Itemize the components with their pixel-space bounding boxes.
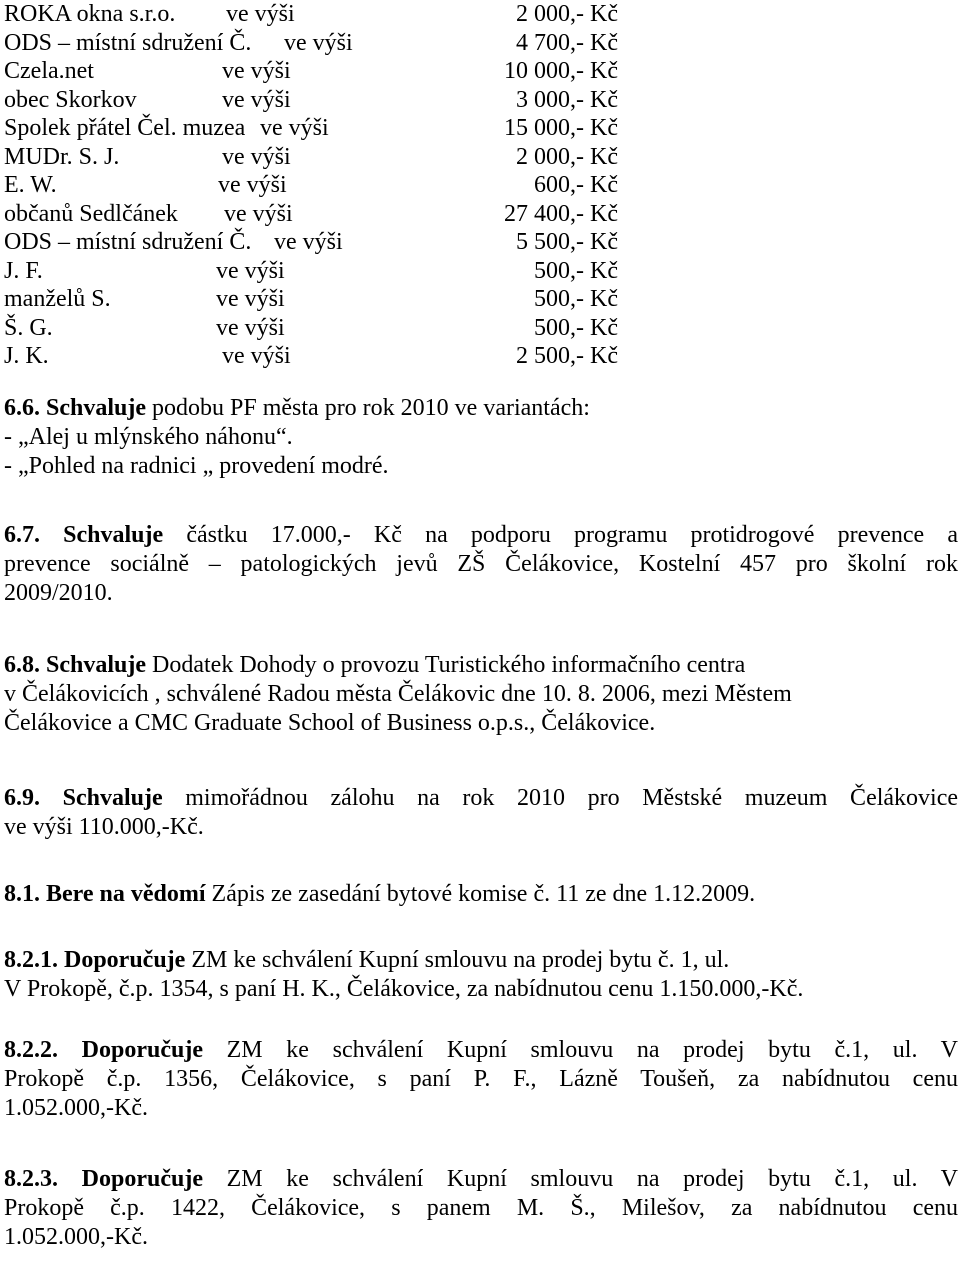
donation-prep: ve výši [222, 86, 291, 113]
donation-row [4, 228, 644, 257]
section-text: podobu PF města pro rok 2010 ve variantách: [146, 395, 590, 421]
donation-amount: 10 000,- Kč [504, 58, 618, 84]
donation-row [4, 114, 644, 143]
donation-amount: 4 700,- Kč [516, 29, 618, 56]
section-text: 2009/2010. [4, 580, 113, 606]
section-8-1 [4, 880, 958, 909]
section-verb: Schvaluje [63, 522, 164, 548]
section-verb: Schvaluje [62, 785, 163, 811]
section-text: Prokopě č.p. 1356, Čelákovice, s paní P. F., Lázně Toušeň, za nabídnutou cenu [4, 1066, 958, 1092]
section-text: Čelákovice a CMC Graduate School of Business o.p.s., Čelákovice. [4, 710, 656, 736]
section-text: ve výši 110.000,-Kč. [4, 814, 204, 840]
section-6-6 [4, 394, 958, 481]
donor-name: MUDr. S. J. [4, 143, 120, 170]
donation-list [4, 0, 644, 371]
donation-prep: ve výši [260, 115, 329, 141]
section-text: 1.052.000,-Kč. [4, 1224, 148, 1250]
section-6-9 [4, 784, 958, 842]
section-verb: Bere na vědomí [46, 881, 206, 907]
donor-name: občanů Sedlčánek [4, 200, 178, 227]
section-text: Prokopě č.p. 1422, Čelákovice, s panem M. Š., Milešov, za nabídnutou cenu [4, 1195, 958, 1221]
donation-prep: ve výši [218, 172, 287, 198]
section-verb: Schvaluje [46, 652, 147, 678]
donation-row [4, 57, 644, 86]
donation-amount: 500,- Kč [534, 257, 618, 284]
section-number: 6.6. [4, 395, 40, 421]
donation-amount: 600,- Kč [534, 172, 618, 198]
section-number: 8.2.2. [4, 1037, 58, 1063]
donation-amount: 15 000,- Kč [504, 115, 618, 141]
donation-prep: ve výši [222, 343, 291, 369]
section-text: 1.052.000,-Kč. [4, 1095, 148, 1121]
donation-prep: ve výši [224, 200, 293, 227]
section-number: 6.9. [4, 785, 40, 811]
section-text: ZM ke schválení Kupní smlouvu na prodej bytu č.1, ul. V [202, 1166, 959, 1192]
section-text: v Čelákovicích , schválené Radou města Čelákovic dne 10. 8. 2006, mezi Městem [4, 681, 792, 707]
section-8-2-3 [4, 1165, 958, 1252]
section-8-2-1 [4, 946, 958, 1004]
donation-row [4, 171, 644, 200]
donor-name: Š. G. [4, 314, 53, 341]
section-text: prevence sociálně – patologických jevů ZŠ Čelákovice, Kostelní 457 pro školní rok [4, 551, 958, 577]
section-verb: Doporučuje [81, 1037, 203, 1063]
donation-prep: ve výši [222, 58, 291, 84]
section-number: 6.7. [4, 522, 40, 548]
donation-amount: 500,- Kč [534, 286, 618, 312]
donation-row [4, 29, 644, 58]
donation-row [4, 257, 644, 286]
donor-name: Spolek přátel Čel. muzea [4, 115, 246, 141]
section-6-7 [4, 521, 958, 608]
section-number: 6.8. [4, 652, 40, 678]
donation-row [4, 0, 644, 29]
donor-name: J. K. [4, 343, 49, 369]
section-number: 8.2.3. [4, 1166, 58, 1192]
donation-row [4, 86, 644, 115]
donation-row [4, 285, 644, 314]
section-text: Zápis ze zasedání bytové komise č. 11 ze dne 1.12.2009. [205, 881, 756, 907]
variant-item: - „Pohled na radnici „ provedení modré. [4, 453, 389, 479]
donor-name: Czela.net [4, 58, 94, 84]
section-verb: Doporučuje [64, 947, 186, 973]
donation-amount: 27 400,- Kč [504, 200, 618, 227]
donation-prep: ve výši [216, 314, 285, 341]
donation-amount: 500,- Kč [534, 314, 618, 341]
donor-name: ODS – místní sdružení Č. [4, 229, 252, 255]
donation-prep: ve výši [226, 1, 295, 27]
donation-prep: ve výši [222, 143, 291, 170]
donation-amount: 5 500,- Kč [516, 229, 618, 255]
section-text: Dodatek Dohody o provozu Turistického informačního centra [146, 652, 746, 678]
donation-row [4, 314, 644, 343]
section-text: V Prokopě, č.p. 1354, s paní H. K., Čelákovice, za nabídnutou cenu 1.150.000,-Kč. [4, 976, 804, 1002]
donor-name: J. F. [4, 257, 43, 284]
donation-prep: ve výši [216, 286, 285, 312]
section-6-8 [4, 651, 958, 738]
donor-name: manželů S. [4, 286, 111, 312]
donation-amount: 2 000,- Kč [516, 143, 618, 170]
donor-name: ROKA okna s.r.o. [4, 1, 176, 27]
section-verb: Doporučuje [81, 1166, 203, 1192]
donation-row [4, 143, 644, 172]
donation-prep: ve výši [274, 229, 343, 255]
donation-prep: ve výši [284, 29, 353, 56]
donation-amount: 3 000,- Kč [516, 86, 618, 113]
donation-prep: ve výši [216, 257, 285, 284]
donor-name: ODS – místní sdružení Č. [4, 29, 252, 56]
section-number: 8.1. [4, 881, 40, 907]
donation-amount: 2 500,- Kč [516, 343, 618, 369]
section-number: 8.2.1. [4, 947, 58, 973]
section-verb: Schvaluje [46, 395, 147, 421]
donation-row [4, 342, 644, 371]
donation-row [4, 200, 644, 229]
section-text: částku 17.000,- Kč na podporu programu protidrogové prevence a [163, 522, 959, 548]
section-text: mimořádnou zálohu na rok 2010 pro Městské muzeum Čelákovice [162, 785, 959, 811]
variant-item: - „Alej u mlýnského náhonu“. [4, 424, 293, 450]
section-text: ZM ke schválení Kupní smlouvu na prodej bytu č.1, ul. V [202, 1037, 959, 1063]
donor-name: E. W. [4, 172, 57, 198]
section-8-2-2 [4, 1036, 958, 1123]
donation-amount: 2 000,- Kč [516, 1, 618, 27]
donor-name: obec Skorkov [4, 86, 137, 113]
section-text: ZM ke schválení Kupní smlouvu na prodej bytu č. 1, ul. [185, 947, 730, 973]
